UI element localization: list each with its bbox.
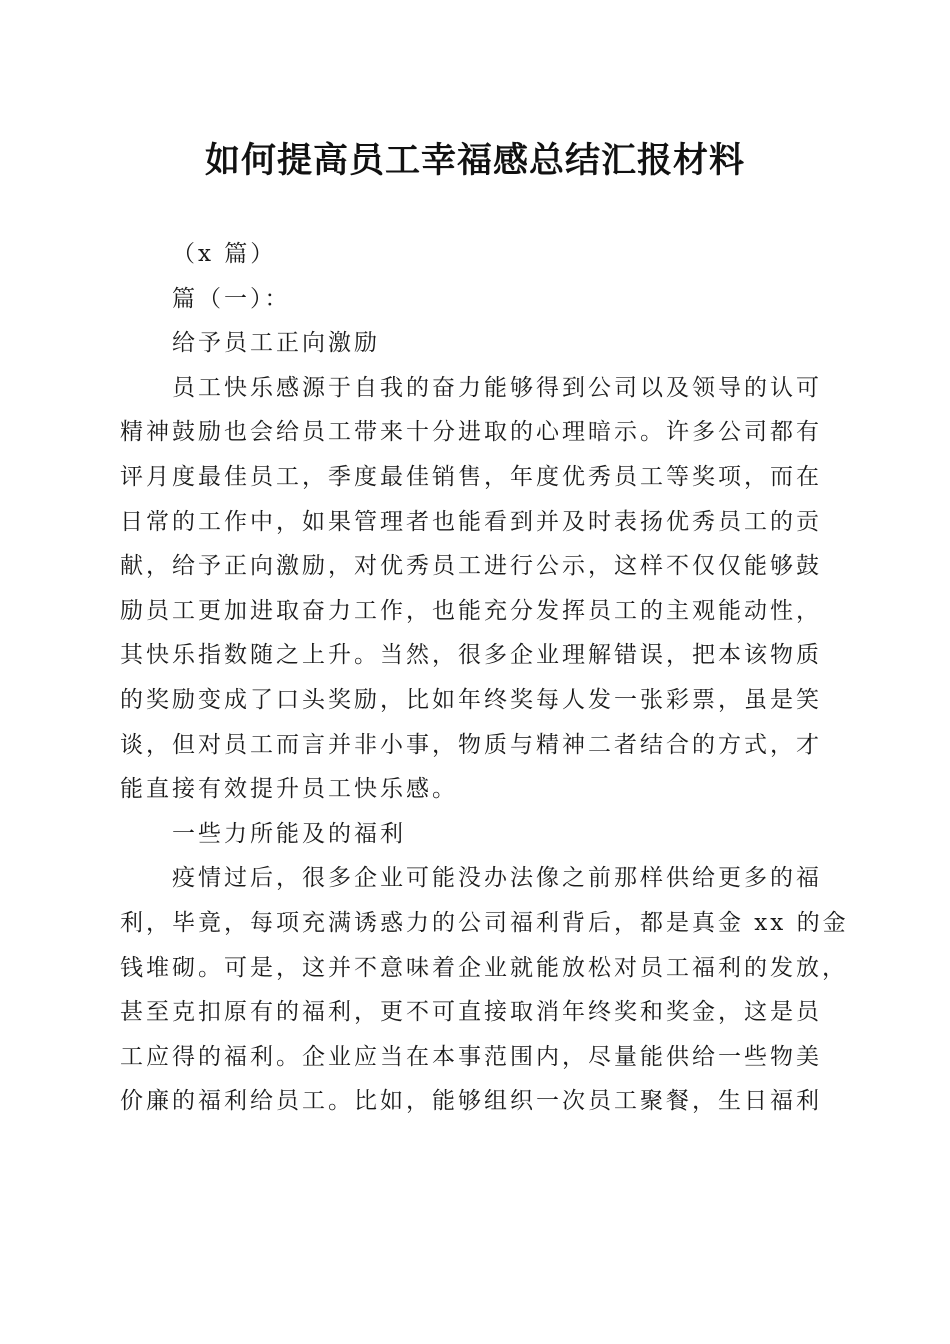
document-body — [120, 232, 849, 1124]
text-line: 其快乐指数随之上升。当然，很多企业理解错误，把本该物质 — [120, 642, 822, 669]
text-line: 谈，但对员工而言并非小事，物质与精神二者结合的方式，才 — [120, 731, 822, 758]
text-line: 一些力所能及的福利 — [172, 820, 406, 847]
text-line: 员工快乐感源于自我的奋力能够得到公司以及领导的认可 — [172, 374, 822, 401]
text-line: 疫情过后，很多企业可能没办法像之前那样供给更多的福 — [172, 865, 822, 892]
text-line: 利，毕竟，每项充满诱惑力的公司福利背后，都是真金 xx 的金 — [120, 909, 849, 936]
text-line: （x 篇） — [172, 241, 277, 267]
text-line: 甚至克扣原有的福利，更不可直接取消年终奖和奖金，这是员 — [120, 999, 822, 1026]
text-line: 钱堆砌。可是，这并不意味着企业就能放松对员工福利的发放， — [120, 954, 848, 981]
text-line: 篇（一）： — [172, 285, 291, 312]
text-line: 能直接有效提升员工快乐感。 — [120, 776, 458, 803]
text-line: 献，给予正向激励，对优秀员工进行公示，这样不仅仅能够鼓 — [120, 553, 822, 580]
document-title: 如何提高员工幸福感总结汇报材料 — [204, 140, 745, 181]
text-line: 评月度最佳员工，季度最佳销售，年度优秀员工等奖项，而在 — [120, 463, 822, 490]
text-line: 励员工更加进取奋力工作，也能充分发挥员工的主观能动性， — [120, 597, 822, 624]
text-line: 日常的工作中，如果管理者也能看到并及时表扬优秀员工的贡 — [120, 508, 822, 535]
text-line: 给予员工正向激励 — [172, 330, 380, 357]
text-line: 工应得的福利。企业应当在本事范围内，尽量能供给一些物美 — [120, 1043, 822, 1070]
text-line: 精神鼓励也会给员工带来十分进取的心理暗示。许多公司都有 — [120, 419, 822, 446]
text-line: 的奖励变成了口头奖励，比如年终奖每人发一张彩票，虽是笑 — [120, 686, 822, 713]
text-line: 价廉的福利给员工。比如，能够组织一次员工聚餐，生日福利 — [120, 1088, 822, 1115]
